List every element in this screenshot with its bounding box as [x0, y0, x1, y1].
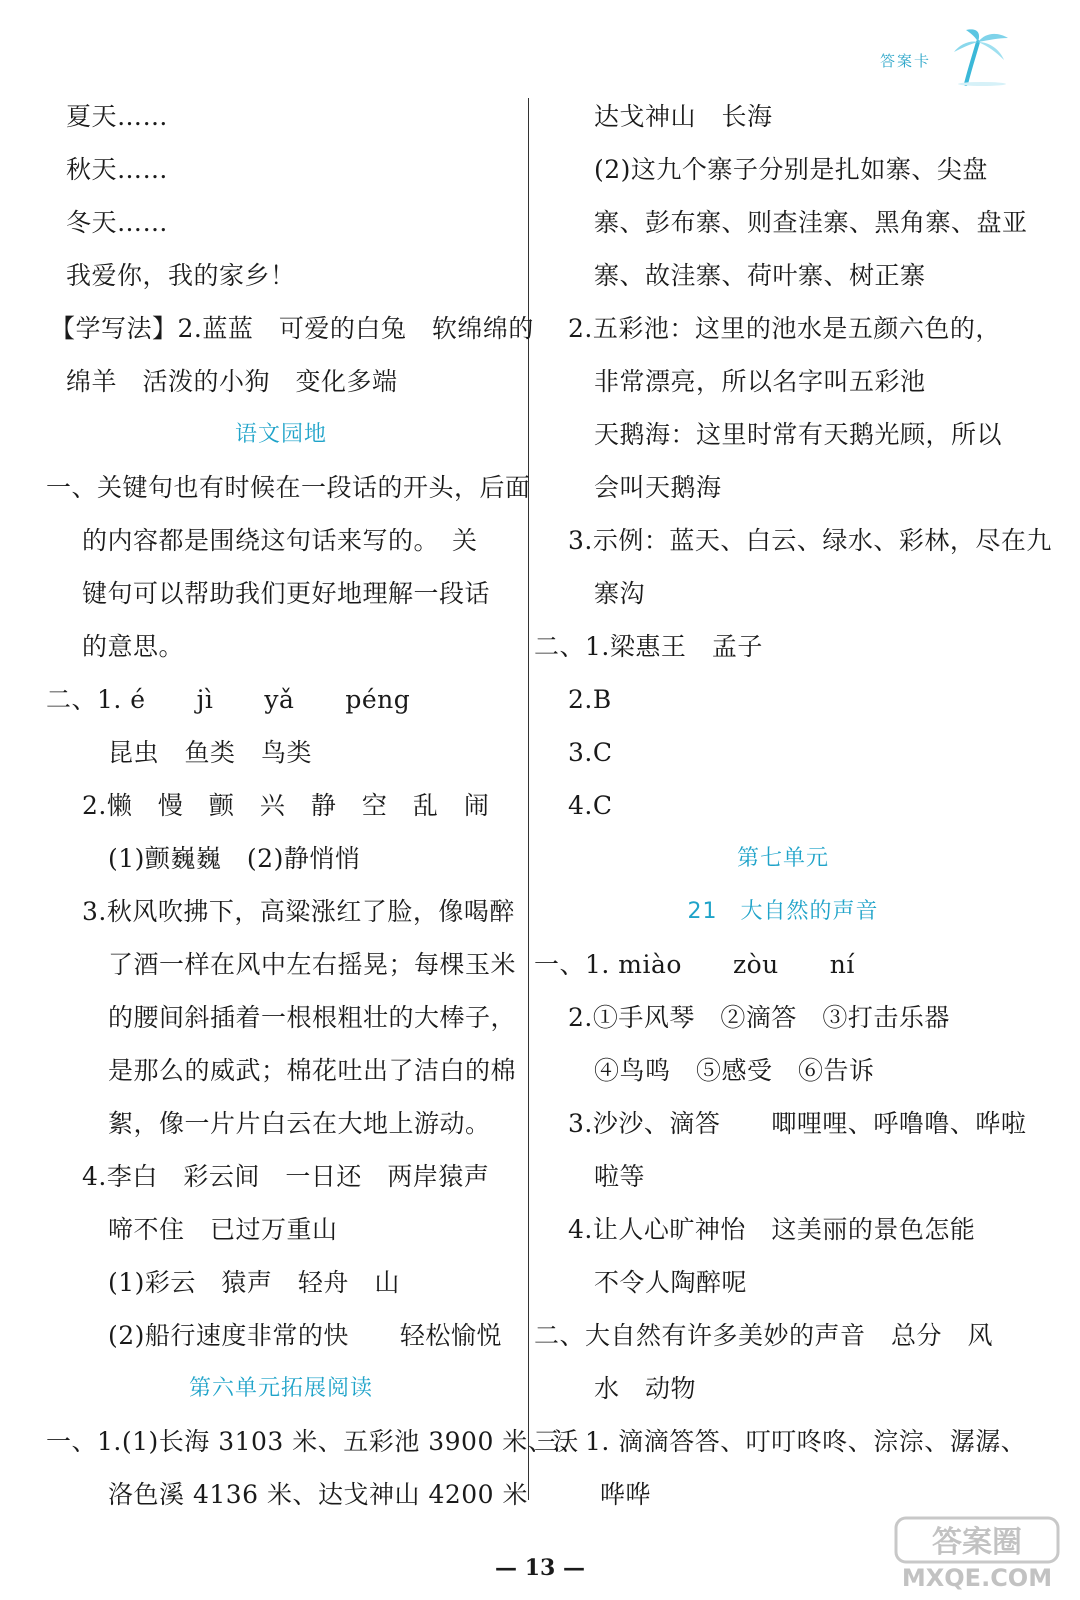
- answer-line: 夏天……: [66, 102, 169, 131]
- svg-text:MXQE.COM: MXQE.COM: [901, 1564, 1053, 1592]
- answer-line: 的意思。: [82, 632, 185, 661]
- answer-line: 三、1. 滴滴答答、叮叮咚咚、淙淙、潺潺、: [534, 1427, 1027, 1456]
- answer-line: 哗哗: [600, 1480, 652, 1509]
- answer-line: 一、1. miào zòu ní: [534, 950, 855, 979]
- answer-line: 昆虫 鱼类 鸟类: [108, 738, 313, 767]
- answer-line: 啦等: [594, 1162, 646, 1191]
- watermark-graphic: [892, 1512, 1062, 1592]
- answer-line: 一、1.(1)长海 3103 米、五彩池 3900 米、沃: [46, 1427, 579, 1456]
- answer-line: 寨、故洼寨、荷叶寨、树正寨: [594, 261, 926, 290]
- answer-line: 絮，像一片片白云在大地上游动。: [108, 1109, 491, 1138]
- answer-line: 水 动物: [594, 1374, 697, 1403]
- answer-line: 绵羊 活泼的小狗 变化多端: [66, 367, 398, 396]
- answer-line: (1)彩云 猿声 轻舟 山: [108, 1268, 400, 1297]
- answer-line: 3.C: [568, 738, 613, 767]
- section-heading: 第七单元: [736, 846, 829, 871]
- answer-line: 二、1.梁惠王 孟子: [534, 632, 763, 661]
- watermark-logo: [892, 1512, 1062, 1592]
- answer-line: 一、关键句也有时候在一段话的开头，后面: [46, 473, 531, 502]
- answer-line: 是那么的威武；棉花吐出了洁白的棉: [108, 1056, 517, 1085]
- answer-line: 3.示例：蓝天、白云、绿水、彩林，尽在九: [568, 526, 1052, 555]
- answer-line: 3.沙沙、滴答 唧哩哩、呼噜噜、哗啦: [568, 1109, 1027, 1138]
- answer-line: 冬天……: [66, 208, 169, 237]
- answer-line: 2.①手风琴 ②滴答 ③打击乐器: [568, 1003, 950, 1032]
- answer-line: (1)颤巍巍 (2)静悄悄: [108, 844, 361, 873]
- answer-line: 的内容都是围绕这句话来写的。 关: [82, 526, 478, 555]
- section-heading: 语文园地: [234, 422, 327, 447]
- column-divider: [528, 98, 529, 1500]
- answer-line: 会叫天鹅海: [594, 473, 722, 502]
- answer-line: 寨沟: [594, 579, 646, 608]
- answer-line: (2)船行速度非常的快 轻松愉悦: [108, 1321, 502, 1350]
- answer-line: 秋天……: [66, 155, 169, 184]
- section-heading: 第六单元拓展阅读: [188, 1376, 373, 1401]
- answer-line: 不令人陶醉呢: [594, 1268, 748, 1297]
- right-column: [534, 90, 1052, 1521]
- answer-line: 键句可以帮助我们更好地理解一段话: [82, 579, 491, 608]
- answer-line: 我爱你，我的家乡！: [66, 261, 296, 290]
- answer-line: 二、1. é jì yǎ péng: [46, 685, 411, 714]
- answer-line: 4.C: [568, 791, 613, 820]
- answer-line: 达戈神山 长海: [594, 102, 773, 131]
- answer-line: 3.秋风吹拂下，高粱涨红了脸，像喝醉: [82, 897, 515, 926]
- answer-card-label: 答案卡: [880, 52, 932, 70]
- answer-line: 2.懒 慢 颤 兴 静 空 乱 闹: [82, 791, 490, 820]
- answer-line: 4.李白 彩云间 一日还 两岸猿声: [82, 1162, 490, 1191]
- answer-line: 啼不住 已过万重山: [108, 1215, 338, 1244]
- page-number: — 13 —: [495, 1555, 585, 1581]
- answer-line: ④鸟鸣 ⑤感受 ⑥告诉: [594, 1056, 875, 1085]
- answer-line: (2)这九个寨子分别是扎如寨、尖盘: [594, 155, 988, 184]
- answer-line: 天鹅海：这里时常有天鹅光顾，所以: [594, 420, 1003, 449]
- left-column: [46, 90, 579, 1521]
- answer-line: 【学写法】2.蓝蓝 可爱的白兔 软绵绵的: [50, 314, 534, 343]
- answer-line: 4.让人心旷神怡 这美丽的景色怎能: [568, 1215, 976, 1244]
- answer-line: 的腰间斜插着一根根粗壮的大棒子，: [108, 1003, 517, 1032]
- svg-text:答案圈: 答案圈: [932, 1525, 1022, 1560]
- palm-tree-icon: [952, 28, 1012, 86]
- answer-line: 2.五彩池：这里的池水是五颜六色的，: [568, 314, 1001, 343]
- answer-line: 了酒一样在风中左右摇晃；每棵玉米: [108, 950, 517, 979]
- answer-line: 非常漂亮，所以名字叫五彩池: [594, 367, 926, 396]
- answer-line: 2.B: [568, 685, 612, 714]
- answer-line: 洛色溪 4136 米、达戈神山 4200 米: [108, 1480, 529, 1509]
- answer-line: 二、大自然有许多美妙的声音 总分 风: [534, 1321, 994, 1350]
- section-heading: 21 大自然的声音: [687, 899, 879, 924]
- answer-line: 寨、彭布寨、则查洼寨、黑角寨、盘亚: [594, 208, 1028, 237]
